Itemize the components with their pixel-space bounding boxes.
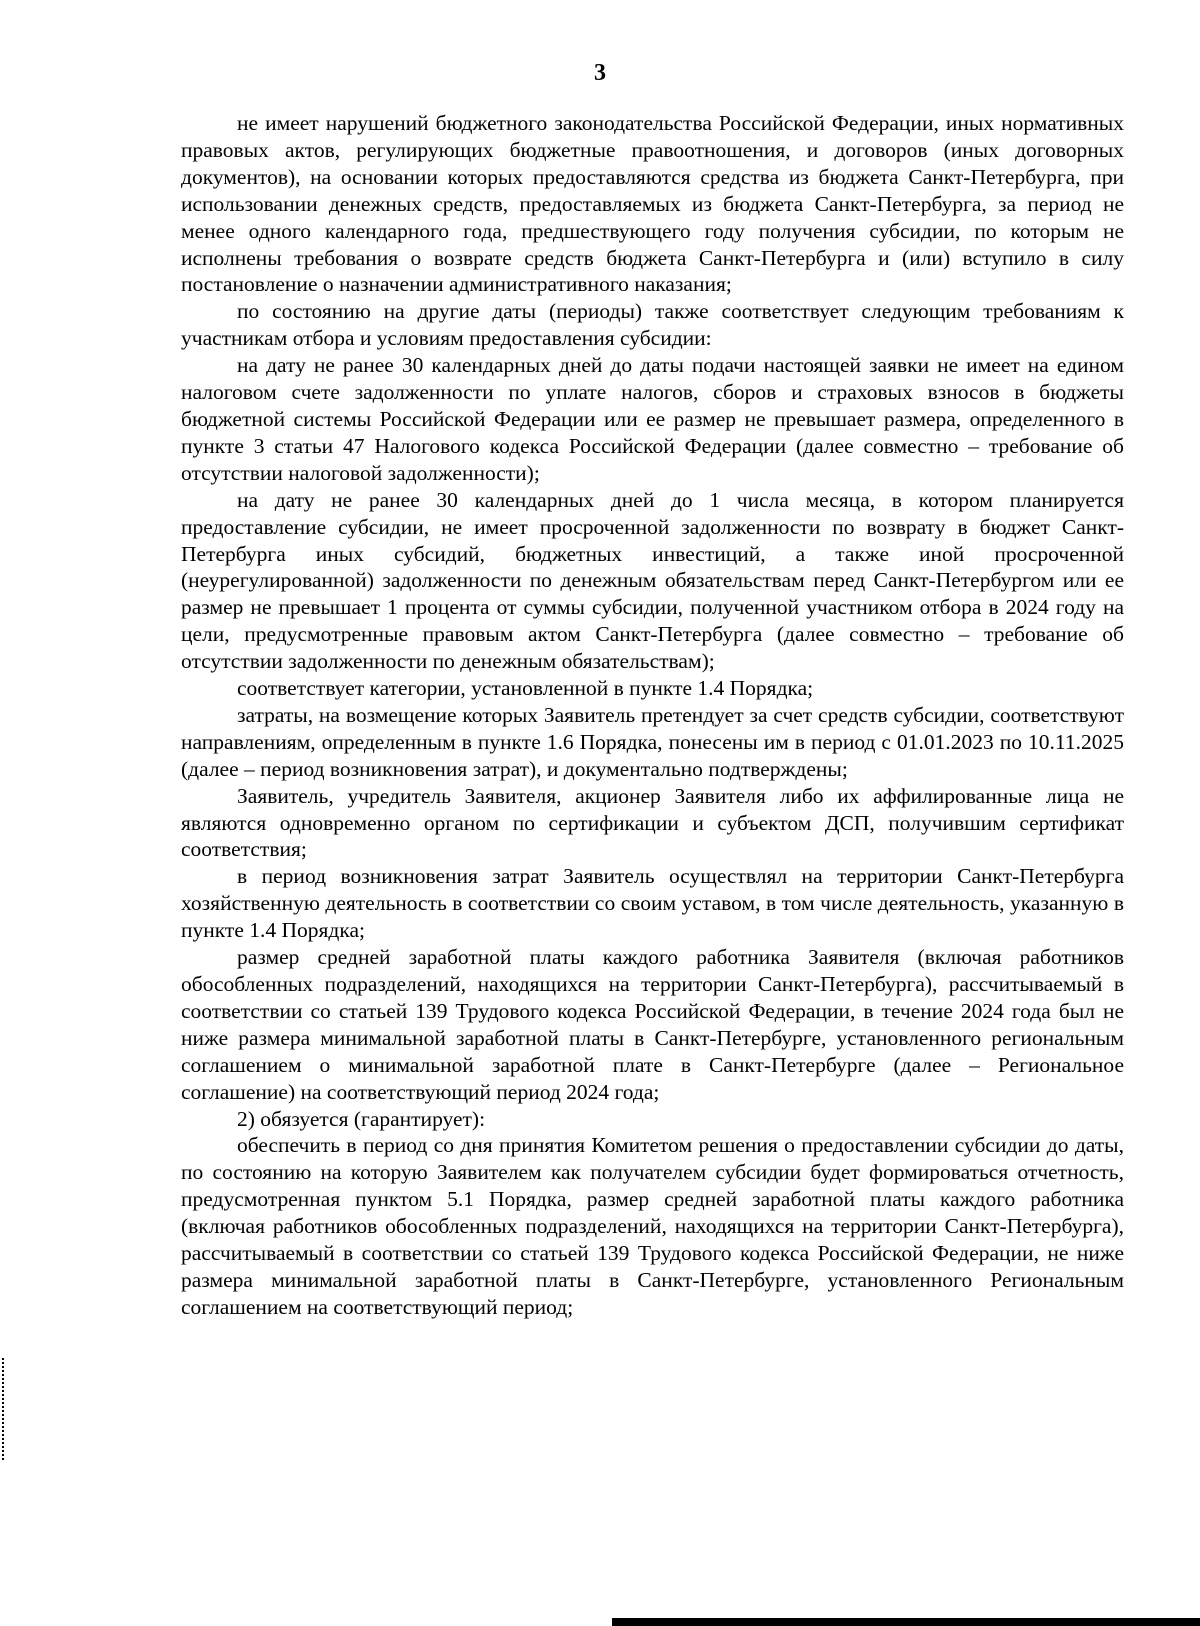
paragraph-ensure-salary: обеспечить в период со дня принятия Комитетом решения о предоставлении субсидии до даты, по состоянию на которую Заявителем как получателем субсидии будет формироваться отчетность, предусмотренная пунктом 5.1 Порядка, размер средней заработной платы каждого работника (включая работников обособленных подразделений, находящихся на территории Санкт-Петербурга), рассчитываемый в соответствии со статьей 139 Трудового кодекса Российской Федерации, не ниже размера минимальной заработной платы в Санкт-Петербурге, установленного Региональным соглашением на соответствующий период; <box>181 1133 1124 1319</box>
paragraph-budget-violations: не имеет нарушений бюджетного законодательства Российской Федерации, иных нормативных правовых актов, регулирующих бюджетные правоотношения, и договоров (иных договорных документов), на основании которых предоставляются средства из бюджета Санкт-Петербурга, при использовании денежных средств, предоставляемых из бюджета Санкт-Петербурга, за период не менее одного календарного года, предшествующего году получения субсидии, по которым не исполнены требования о возврате средств бюджета Санкт-Петербурга и (или) вступило в силу постановление о назначении административного наказания; <box>181 111 1124 297</box>
scan-bottom-edge <box>612 1618 1200 1626</box>
paragraph-economic-activity: в период возникновения затрат Заявитель осуществлял на территории Санкт-Петербурга хозяйственную деятельность в соответствии со своим уставом, в том числе деятельность, указанную в пункте 1.4 Порядка; <box>181 864 1124 943</box>
paragraph-costs: затраты, на возмещение которых Заявитель претендует за счет средств субсидии, соответствуют направлениям, определенным в пункте 1.6 Порядка, понесены им в период с 01.01.2023 по 10.11.2025 (далее – период возникновения затрат), и документально подтверждены; <box>181 702 1124 781</box>
scan-margin-mark <box>2 1358 6 1460</box>
paragraph-overdue-debt: на дату не ранее 30 календарных дней до 1 числа месяца, в котором планируется предоставление субсидии, не имеет просроченной задолженности по возврату в бюджет Санкт-Петербурга иных субсидий, бюджетных инвестиций, а также иной просроченной (неурегулированной) задолженности по денежным обязательствам перед Санкт-Петербургом или ее размер не превышает 1 процента от суммы субсидии, полученной участником отбора в 2024 году на цели, предусмотренные правовым актом Санкт-Петербурга (далее совместно – требование об отсутствии задолженности по денежным обязательствам); <box>181 487 1124 674</box>
paragraph-obligations-heading: 2) обязуется (гарантирует): <box>237 1106 486 1131</box>
document-body <box>181 110 1124 1321</box>
paragraph-average-salary: размер средней заработной платы каждого работника Заявителя (включая работников обособленных подразделений, находящихся на территории Санкт-Петербурга), рассчитываемый в соответствии со статьей 139 Трудового кодекса Российской Федерации, в течение 2024 года был не ниже размера минимальной заработной платы в Санкт-Петербурге, установленного региональным соглашением о минимальной заработной плате в Санкт-Петербурге (далее – Региональное соглашение) на соответствующий период 2024 года; <box>181 945 1124 1104</box>
paragraph-certification: Заявитель, учредитель Заявителя, акционер Заявителя либо их аффилированные лица не являются одновременно органом по сертификации и субъектом ДСП, получившим сертификат соответствия; <box>181 783 1124 862</box>
paragraph-other-dates-requirements: по состоянию на другие даты (периоды) также соответствует следующим требованиям к участникам отбора и условиям предоставления субсидии: <box>181 299 1124 351</box>
page-number: 3 <box>594 60 606 86</box>
paragraph-tax-debt: на дату не ранее 30 календарных дней до даты подачи настоящей заявки не имеет на едином налоговом счете задолженности по уплате налогов, сборов и страховых взносов в бюджеты бюджетной системы Российской Федерации или ее размер не превышает размера, определенного в пункте 3 статьи 47 Налогового кодекса Российской Федерации (далее совместно – требование об отсутствии налоговой задолженности); <box>181 353 1124 485</box>
paragraph-category: соответствует категории, установленной в пункте 1.4 Порядка; <box>237 676 814 701</box>
